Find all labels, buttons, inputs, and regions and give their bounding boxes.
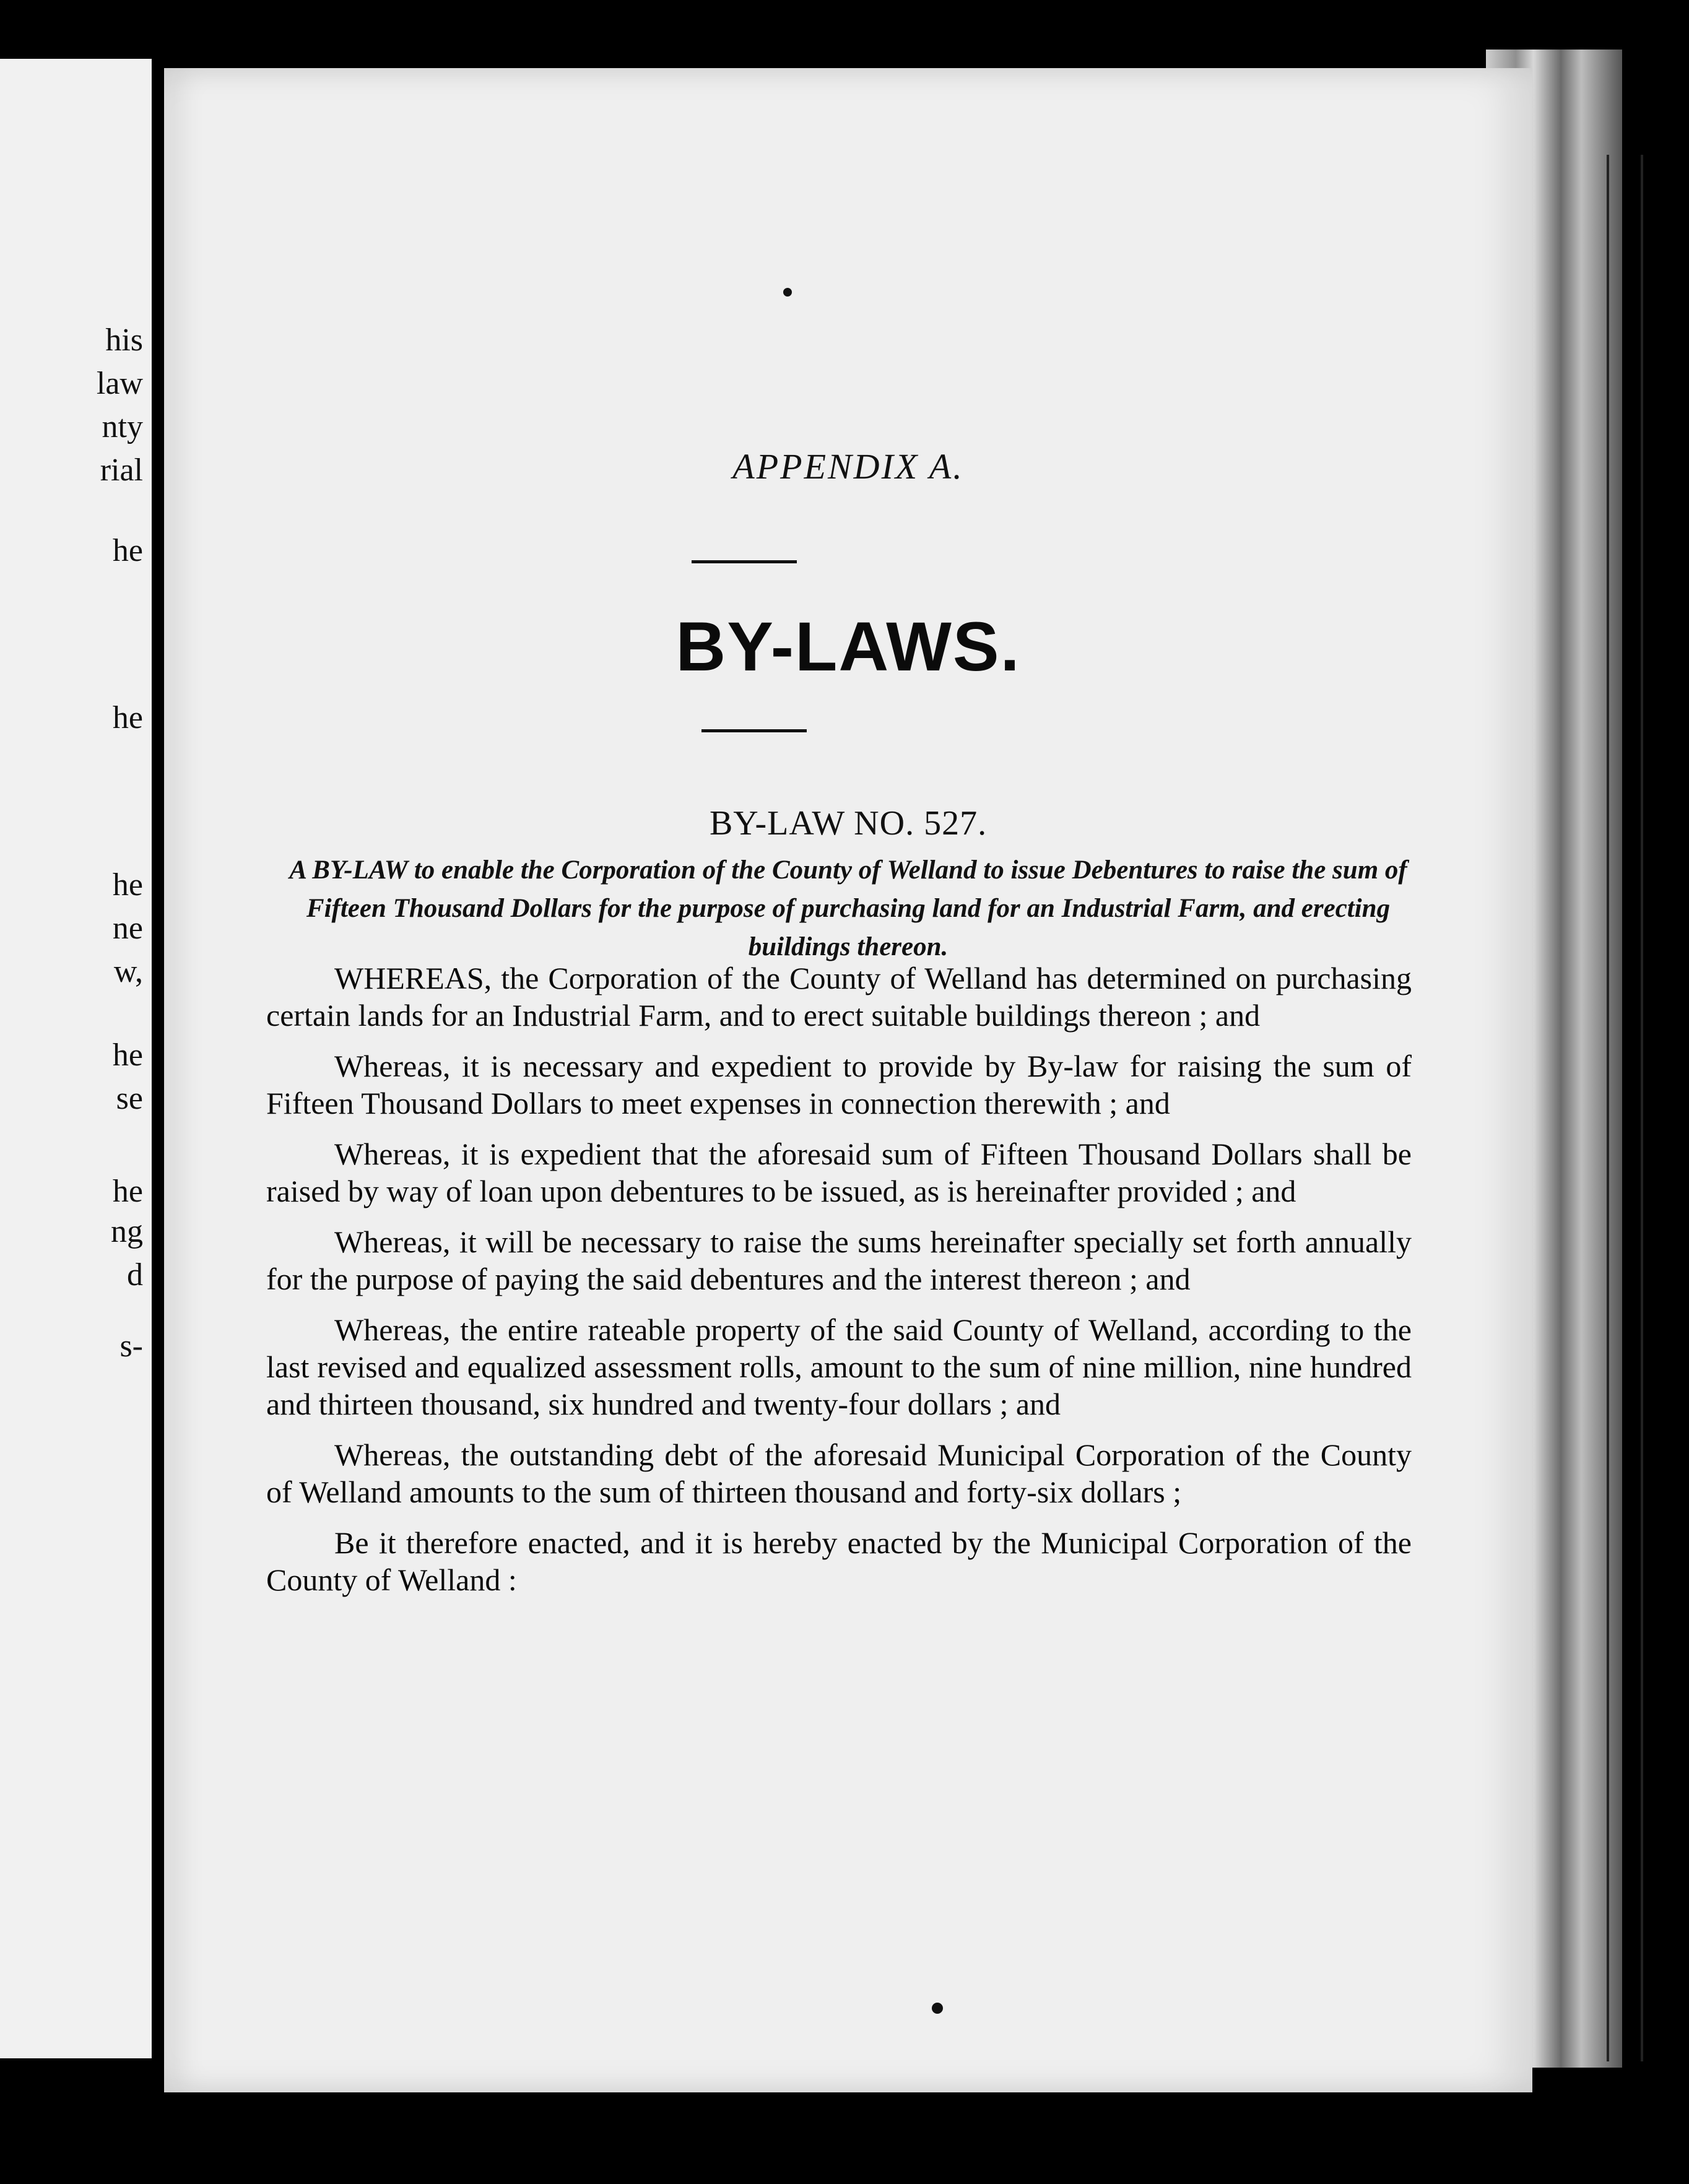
- ink-speck: [932, 2003, 943, 2014]
- left-page-fragment: he: [112, 867, 143, 903]
- left-page-fragment: se: [116, 1081, 143, 1116]
- left-page-fragment: s-: [119, 1328, 143, 1364]
- ink-speck: [783, 288, 792, 297]
- page-edge-line: [1641, 155, 1643, 2061]
- left-page-fragment: he: [112, 1038, 143, 1073]
- page-title: BY-LAWS.: [675, 608, 1021, 685]
- left-page-fragment: he: [112, 533, 143, 568]
- left-page-fragment: rial: [100, 453, 143, 488]
- left-page-fragment: he: [112, 700, 143, 735]
- left-page-fragment: his: [105, 323, 143, 358]
- bylaw-body: [266, 960, 1412, 1612]
- left-page-fragment: ne: [112, 911, 143, 946]
- horizontal-rule: [692, 560, 797, 563]
- body-paragraph: Whereas, the entire rateable property of the said County of Welland, according to the last revised and equalized assessment rolls, amount to the sum of nine million, nine hundred and thirteen thousand, six hundred and twenty-four dollars ; and: [266, 1312, 1412, 1421]
- body-paragraph: WHEREAS, the Corporation of the County of Welland has determined on purchasing certain lands for an Industrial Farm, and to erect suitable buildings thereon ; and: [266, 961, 1412, 1033]
- scanned-page: [164, 68, 1532, 2092]
- horizontal-rule: [701, 729, 807, 732]
- bylaw-number: BY-LAW NO. 527.: [709, 804, 988, 843]
- bylaw-description: A BY-LAW to enable the Corporation of the County of Welland to issue Debentures to raise the sum of Fifteen Thousand Dollars for the purpose of purchasing land for an Industrial Farm, and erecting buildings thereon.: [289, 856, 1407, 961]
- body-paragraph: Whereas, it will be necessary to raise the sums hereinafter specially set forth annually for the purpose of paying the said debentures and the interest thereon ; and: [266, 1224, 1412, 1296]
- appendix-heading: APPENDIX A.: [732, 446, 964, 487]
- page-edge-line: [1607, 155, 1609, 2061]
- body-paragraph: Whereas, the outstanding debt of the aforesaid Municipal Corporation of the County of Welland amounts to the sum of thirteen thousand and forty-six dollars ;: [266, 1437, 1412, 1509]
- body-paragraph: Whereas, it is necessary and expedient to provide by By-law for raising the sum of Fifteen Thousand Dollars to meet expenses in connection therewith ; and: [266, 1049, 1412, 1120]
- left-page-fragment: nty: [102, 409, 143, 444]
- left-page-fragment: ng: [111, 1214, 143, 1249]
- left-page-fragment: d: [127, 1257, 143, 1293]
- body-paragraph: Be it therefore enacted, and it is hereby enacted by the Municipal Corporation of the County of Welland :: [266, 1525, 1412, 1597]
- body-paragraph: Whereas, it is expedient that the aforesaid sum of Fifteen Thousand Dollars shall be raised by way of loan upon debentures to be issued, as is hereinafter provided ; and: [266, 1137, 1412, 1208]
- left-facing-page: [0, 59, 152, 2058]
- left-page-fragment: he: [112, 1174, 143, 1209]
- left-page-fragment: w,: [113, 954, 143, 989]
- left-page-fragment: law: [96, 366, 143, 401]
